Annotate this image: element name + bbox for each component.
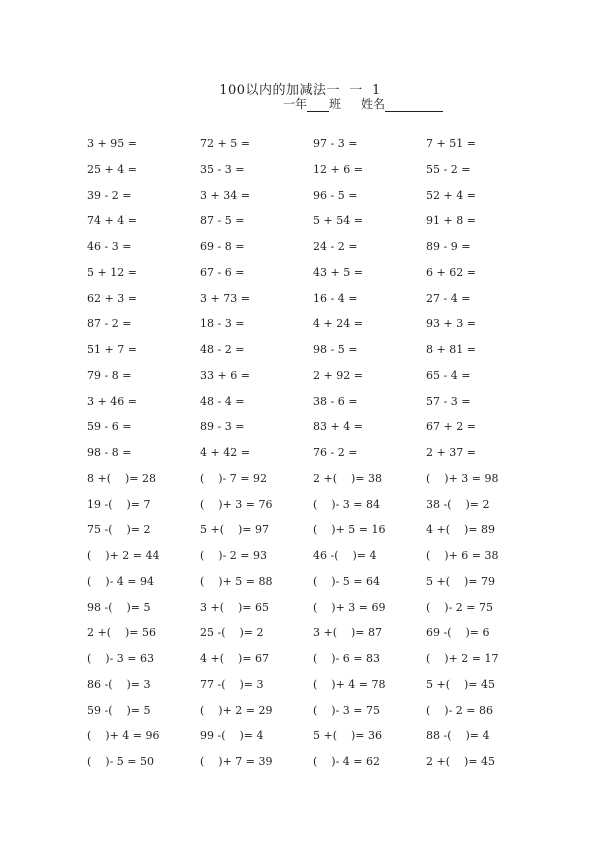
- problem-item: 57 - 3 =: [426, 394, 471, 408]
- problem-item: 76 - 2 =: [313, 446, 358, 459]
- problem-item: 3 + 73 =: [200, 291, 250, 305]
- problem-item: 5 +( )= 45: [426, 677, 495, 691]
- problem-item: 18 - 3 =: [200, 317, 245, 331]
- problem-item: ( )- 7 = 92: [200, 471, 267, 485]
- problem-item: ( )+ 5 = 16: [313, 523, 386, 537]
- problem-item: 2 +( )= 38: [313, 471, 382, 485]
- problem-item: 88 -( )= 4: [426, 729, 490, 743]
- name-label: 姓名: [361, 97, 386, 111]
- problem-item: 8 + 81 =: [426, 343, 476, 356]
- problem-item: 67 + 2 =: [426, 420, 476, 434]
- problem-item: 6 + 62 =: [426, 265, 476, 279]
- problem-item: ( )- 4 = 94: [87, 574, 154, 588]
- problem-item: 98 - 5 =: [313, 343, 358, 356]
- problem-item: ( )+ 5 = 88: [200, 574, 273, 588]
- problem-item: 87 - 2 =: [87, 317, 132, 331]
- problem-item: ( )+ 3 = 69: [313, 600, 386, 614]
- problem-item: 24 - 2 =: [313, 240, 358, 253]
- grade-label: 一年: [283, 97, 308, 111]
- problem-item: 38 -( )= 2: [426, 497, 490, 511]
- problem-item: ( )- 5 = 50: [87, 755, 154, 768]
- problem-item: 4 + 42 =: [200, 446, 250, 459]
- student-info-line: [283, 95, 443, 112]
- problem-item: 96 - 5 =: [313, 188, 358, 202]
- problem-item: 25 + 4 =: [87, 162, 137, 176]
- class-label: 班: [329, 97, 342, 111]
- problem-item: ( )+ 2 = 29: [200, 703, 273, 717]
- problem-item: ( )+ 4 = 78: [313, 677, 386, 691]
- problem-item: 25 -( )= 2: [200, 626, 264, 640]
- worksheet-title: 100以内的加减法一 一 1: [219, 83, 381, 98]
- problem-item: 27 - 4 =: [426, 291, 471, 305]
- name-blank[interactable]: [385, 99, 443, 112]
- problem-item: 2 + 92 =: [313, 368, 363, 382]
- problem-item: 62 + 3 =: [87, 291, 137, 305]
- problem-item: 59 - 6 =: [87, 420, 132, 434]
- problem-item: 8 +( )= 28: [87, 471, 156, 485]
- problem-item: 91 + 8 =: [426, 214, 476, 228]
- problem-item: 89 - 9 =: [426, 240, 471, 253]
- problem-item: ( )- 2 = 93: [200, 549, 267, 562]
- problem-item: 52 + 4 =: [426, 188, 476, 202]
- problem-item: 69 - 8 =: [200, 240, 245, 253]
- problem-item: 93 + 3 =: [426, 317, 476, 331]
- problem-item: 74 + 4 =: [87, 214, 137, 228]
- problem-item: 89 - 3 =: [200, 420, 245, 434]
- grade-blank[interactable]: [307, 99, 329, 112]
- problem-item: 72 + 5 =: [200, 137, 250, 150]
- problem-item: ( )- 6 = 83: [313, 652, 380, 665]
- problem-item: 2 + 37 =: [426, 446, 476, 459]
- problem-item: 38 - 6 =: [313, 394, 358, 408]
- problem-item: 55 - 2 =: [426, 162, 471, 176]
- problem-item: 86 -( )= 3: [87, 677, 151, 691]
- problem-item: 16 - 4 =: [313, 291, 358, 305]
- problem-item: 46 - 3 =: [87, 240, 132, 253]
- problem-item: ( )+ 4 = 96: [87, 729, 160, 743]
- problem-item: 4 + 24 =: [313, 317, 363, 331]
- problem-item: 2 +( )= 56: [87, 626, 156, 640]
- problem-item: 12 + 6 =: [313, 162, 363, 176]
- problem-item: 4 +( )= 89: [426, 523, 495, 537]
- problem-item: ( )+ 2 = 44: [87, 549, 160, 562]
- problem-item: 5 +( )= 79: [426, 574, 495, 588]
- problem-item: 48 - 4 =: [200, 394, 245, 408]
- problem-item: 67 - 6 =: [200, 265, 245, 279]
- problem-grid: [87, 136, 539, 780]
- problem-item: 65 - 4 =: [426, 368, 471, 382]
- problem-item: 43 + 5 =: [313, 265, 363, 279]
- problem-item: ( )+ 3 = 76: [200, 497, 273, 511]
- problem-item: 99 -( )= 4: [200, 729, 264, 743]
- problem-item: ( )- 3 = 75: [313, 703, 380, 717]
- problem-item: 83 + 4 =: [313, 420, 363, 434]
- problem-item: 51 + 7 =: [87, 343, 137, 356]
- problem-item: 3 +( )= 87: [313, 626, 382, 640]
- problem-item: ( )- 3 = 84: [313, 497, 380, 511]
- problem-item: 3 +( )= 65: [200, 600, 269, 614]
- problem-item: 5 +( )= 36: [313, 729, 382, 743]
- problem-item: 77 -( )= 3: [200, 677, 264, 691]
- problem-item: 59 -( )= 5: [87, 703, 151, 717]
- problem-item: ( )+ 3 = 98: [426, 471, 499, 485]
- problem-item: 98 - 8 =: [87, 446, 132, 459]
- problem-item: 98 -( )= 5: [87, 600, 151, 614]
- problem-item: 4 +( )= 67: [200, 652, 269, 665]
- problem-item: 33 + 6 =: [200, 368, 250, 382]
- problem-item: ( )+ 7 = 39: [200, 755, 273, 768]
- problem-item: ( )- 3 = 63: [87, 652, 154, 665]
- problem-item: 35 - 3 =: [200, 162, 245, 176]
- problem-item: 97 - 3 =: [313, 137, 358, 150]
- problem-item: 3 + 46 =: [87, 394, 137, 408]
- problem-item: ( )- 5 = 64: [313, 574, 380, 588]
- problem-item: 75 -( )= 2: [87, 523, 151, 537]
- problem-item: 3 + 95 =: [87, 137, 137, 150]
- problem-item: 5 + 54 =: [313, 214, 363, 228]
- problem-item: 69 -( )= 6: [426, 626, 490, 640]
- problem-item: 2 +( )= 45: [426, 755, 495, 768]
- problem-item: 7 + 51 =: [426, 137, 476, 150]
- problem-item: 5 + 12 =: [87, 265, 137, 279]
- problem-item: ( )- 4 = 62: [313, 755, 380, 768]
- problem-item: 5 +( )= 97: [200, 523, 269, 537]
- problem-item: 87 - 5 =: [200, 214, 245, 228]
- problem-item: 46 -( )= 4: [313, 549, 377, 562]
- problem-item: 79 - 8 =: [87, 368, 132, 382]
- problem-item: 19 -( )= 7: [87, 497, 151, 511]
- problem-item: ( )- 2 = 75: [426, 600, 493, 614]
- problem-item: 3 + 34 =: [200, 188, 250, 202]
- problem-item: 48 - 2 =: [200, 343, 245, 356]
- problem-item: ( )+ 6 = 38: [426, 549, 499, 562]
- problem-item: ( )- 2 = 86: [426, 703, 493, 717]
- problem-item: ( )+ 2 = 17: [426, 652, 499, 665]
- problem-item: 39 - 2 =: [87, 188, 132, 202]
